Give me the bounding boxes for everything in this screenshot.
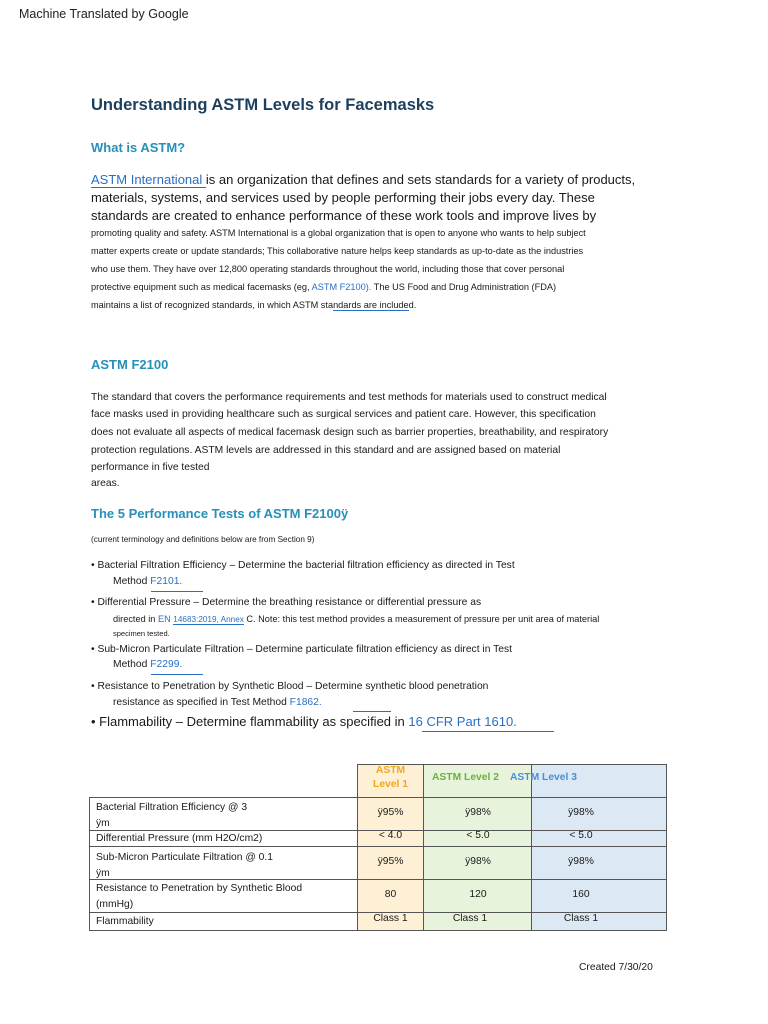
bullet-sub-micron: • Sub-Micron Particulate Filtration – Determine particulate filtration efficiency as direct in Test [91, 644, 513, 655]
bullet-differential-pressure: • Differential Pressure – Determine the breathing resistance or differential pressure as [91, 597, 482, 608]
table-rule-3 [89, 846, 667, 847]
table-row: Differential Pressure (mm H2O/cm2) [96, 833, 263, 844]
section2-line2: face masks used in providing healthcare such as surgical services and patient care. However, this specification [91, 409, 596, 420]
table-row: Sub-Micron Particulate Filtration @ 0.1 ÿm [96, 852, 273, 879]
cfr-part-1610-link[interactable]: CFR Part 1610. [426, 714, 517, 729]
astm-f2100-link[interactable]: ASTM F2100). [311, 282, 372, 292]
section1-small5: maintains a list of recognized standards, in which ASTM standards are included. [91, 300, 417, 310]
section1-small1: promoting quality and safety. ASTM International is a global organization that is open to anyone who wants to help subject [91, 228, 586, 238]
row4-level3: 160 [572, 889, 590, 900]
astm-international-link[interactable]: ASTM International [91, 172, 206, 187]
section1-line1: ASTM International is an organization that defines and sets standards for a variety of products, [91, 172, 636, 187]
machine-translated-label: Machine Translated by Google [19, 7, 189, 21]
row2-level1: < 4.0 [378, 830, 403, 841]
f1862-link[interactable]: F1862. [289, 697, 322, 708]
section1-small3: who use them. They have over 12,800 operating standards throughout the world, including those that cover personal [91, 264, 565, 274]
terminology-note: (current terminology and definitions below are from Section 9) [91, 535, 315, 544]
row1-level3: ÿ98% [568, 807, 594, 818]
bullet-bfe: • Bacterial Filtration Efficiency – Determine the bacterial filtration efficiency as directed in Test [91, 560, 515, 571]
table-rule-top [89, 797, 667, 798]
section1-line3: standards are created to enhance performance of these work tools and improve lives by [91, 208, 597, 223]
section-heading-what-is-astm: What is ASTM? [91, 140, 186, 155]
level3-column [532, 764, 667, 931]
en-14683-link[interactable]: 14683:2019, Annex [173, 615, 244, 624]
f1862-underline [353, 711, 391, 712]
section-heading-astm-f2100: ASTM F2100 [91, 357, 169, 372]
bullet-sub-micron-method: Method F2299. [113, 659, 183, 670]
level2-column [424, 764, 532, 931]
row2-level3: < 5.0 [569, 830, 593, 841]
section2-line1: The standard that covers the performance requirements and test methods for materials used to construct medical [91, 392, 607, 403]
bullet-bfe-method: Method F2101. [113, 576, 183, 587]
f2101-underline [151, 591, 203, 592]
table-rule-bottom [89, 930, 667, 931]
section2-line4: protection regulations. ASTM levels are addressed in this standard and are assigned based on material [91, 445, 561, 456]
row3-level3: ÿ98% [568, 856, 594, 867]
section2-line5: performance in five tested [91, 462, 210, 473]
level2-header: ASTM Level 2 [432, 772, 499, 783]
level1-header: ASTM Level 1 [373, 765, 408, 790]
row3-level1: ÿ95% [377, 856, 404, 867]
bullet-dp-directed: directed in EN 14683:2019, Annex C. Note: this test method provides a measurement of pressure per unit area of material [113, 614, 600, 624]
table-rule-left [89, 797, 90, 931]
row4-level2: 120 [469, 889, 487, 900]
f2299-link[interactable]: F2299. [150, 659, 183, 670]
table-row: Flammability [96, 916, 154, 927]
cfr-underline [422, 731, 554, 732]
en-link[interactable]: EN [157, 614, 174, 624]
bullet-flammability: • Flammability – Determine flammability as specified in 16 CFR Part 1610. [91, 714, 517, 729]
table-row: Resistance to Penetration by Synthetic Blood (mmHg) [96, 883, 303, 910]
table-row: Bacterial Filtration Efficiency @ 3 ÿm [96, 802, 248, 829]
row1-level1: ÿ95% [377, 807, 404, 818]
row1-level2: ÿ98% [465, 807, 491, 818]
section2-line6: areas. [91, 478, 120, 489]
bullet-dp-specimen: specimen tested. [113, 629, 170, 638]
16-link[interactable]: 16 [408, 714, 427, 729]
f2101-link[interactable]: F2101. [150, 576, 183, 587]
bullet-synthetic-blood: • Resistance to Penetration by Synthetic Blood – Determine synthetic blood penetration [91, 681, 489, 692]
row4-level1: 80 [384, 889, 397, 900]
row3-level2: ÿ98% [465, 856, 491, 867]
section1-small2: matter experts create or update standards; This collaborative nature helps keep standards as up-to-date as the industries [91, 246, 584, 256]
row5-level1: Class 1 [373, 913, 408, 924]
f2299-underline [151, 674, 203, 675]
row5-level2: Class 1 [452, 913, 488, 924]
recognized-standards-link[interactable]: ndards are include [333, 300, 409, 310]
page-title: Understanding ASTM Levels for Facemasks [91, 96, 435, 114]
row2-level2: < 5.0 [466, 830, 490, 841]
section1-line2: materials, systems, and services used by people performing their jobs every day. These [91, 190, 595, 205]
created-date: Created 7/30/20 [579, 962, 653, 973]
section1-small4: protective equipment such as medical facemasks (eg, ASTM F2100). The US Food and Drug Administration (FDA) [91, 282, 557, 292]
row5-level3: Class 1 [563, 913, 599, 924]
bullet-synthetic-blood-method: resistance as specified in Test Method F1862. [113, 697, 322, 708]
section2-line3: does not evaluate all aspects of medical facemask design such as barrier properties, breathability, and respiratory [91, 427, 609, 438]
level3-header: ASTM Level 3 [510, 772, 577, 783]
section-heading-performance-tests: The 5 Performance Tests of ASTM F2100ÿ [91, 506, 349, 521]
